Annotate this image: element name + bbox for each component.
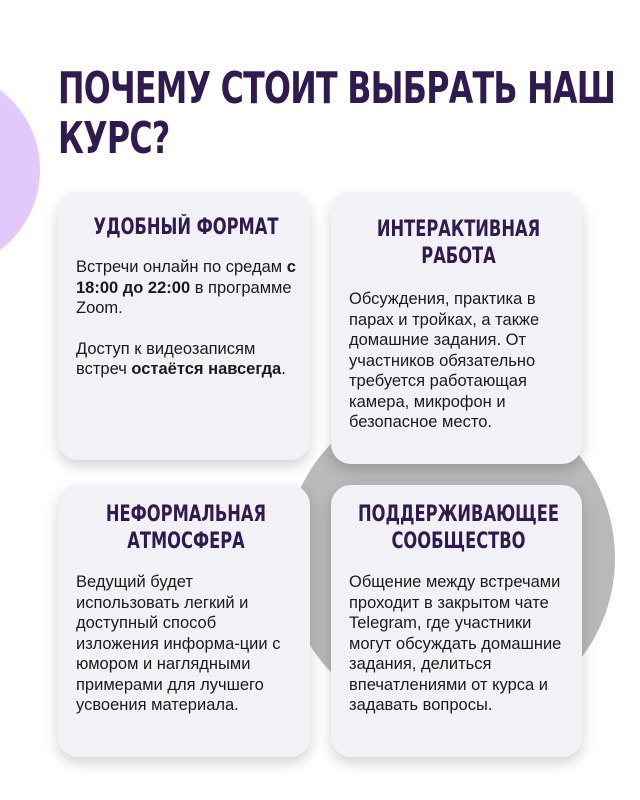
- card-heading: ПОДДЕРЖИВАЮЩЕЕ СООБЩЕСТВО: [357, 502, 560, 554]
- card-text: Общение между встречами проходит в закрытом чате Telegram, где участники могут обсуждать домашние задания, делиться впечатлениями от курса и задавать вопросы.: [349, 573, 562, 714]
- card-text-schedule: Встречи онлайн по средам с 18:00 до 22:00 в программе Zoom.: [76, 258, 296, 317]
- card-text: Ведущий будет использовать легкий и доступный способ изложения информа-ции с юмором и наглядными примерами для лучшего усвоения материала.: [76, 573, 281, 714]
- card-text: Обсуждения, практика в парах и тройках, а также домашние задания. От участников обязательно требуется работающая камера, микрофон и безопасное место.: [349, 290, 540, 431]
- card-text-recordings: Доступ к видеозаписям встреч остаётся навсегда.: [76, 339, 286, 378]
- card-heading: ИНТЕРАКТИВНАЯ РАБОТА: [376, 217, 541, 269]
- decorative-purple-circle: [0, 70, 40, 270]
- feature-card-atmosphere: [58, 485, 310, 757]
- feature-card-community: [331, 485, 582, 757]
- card-heading: УДОБНЫЙ ФОРМАТ: [93, 215, 279, 240]
- card-heading: НЕФОРМАЛЬНАЯ АТМОСФЕРА: [105, 502, 267, 554]
- page-title: ПОЧЕМУ СТОИТ ВЫБРАТЬ НАШ КУРС?: [58, 63, 616, 164]
- feature-card-interactive: [331, 192, 582, 464]
- feature-card-format: [58, 192, 310, 460]
